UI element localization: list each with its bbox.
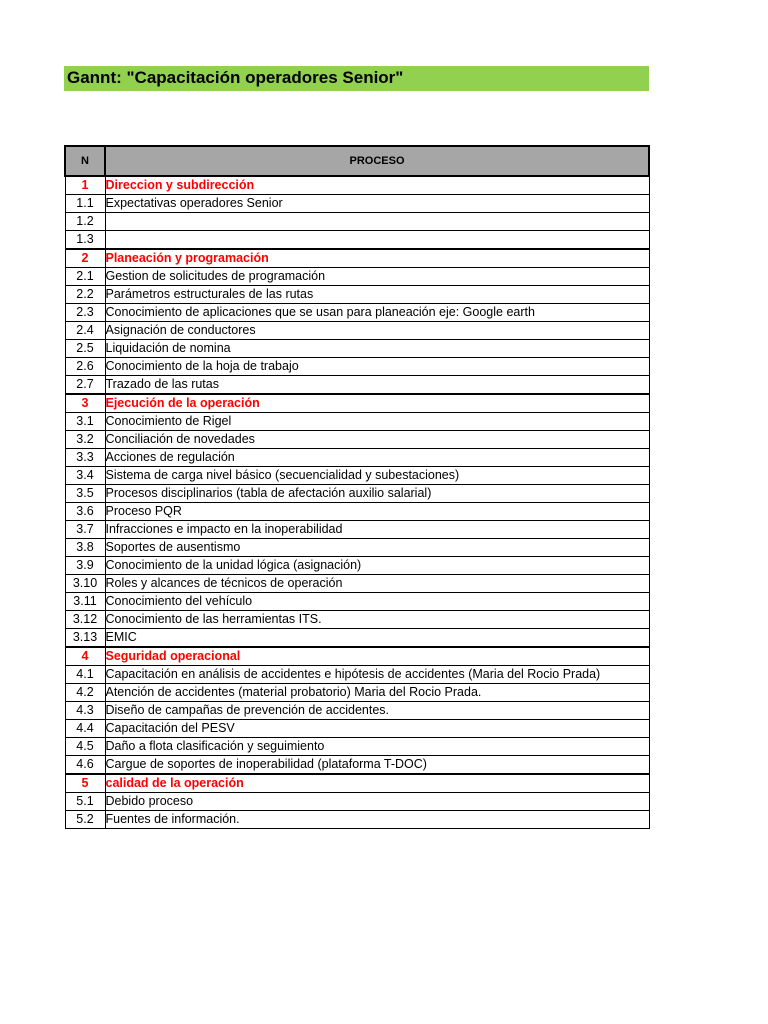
table-row [65, 575, 649, 593]
table-row [65, 593, 649, 611]
table-row [65, 376, 649, 395]
process-name: Roles y alcances de técnicos de operación [105, 575, 649, 593]
process-name: Cargue de soportes de inoperabilidad (plataforma T-DOC) [105, 756, 649, 775]
process-name: Parámetros estructurales de las rutas [105, 286, 649, 304]
row-number: 4 [65, 647, 105, 666]
process-name: Diseño de campañas de prevención de accidentes. [105, 702, 649, 720]
table-row [65, 611, 649, 629]
section-title: calidad de la operación [105, 774, 649, 793]
process-name: Sistema de carga nivel básico (secuencialidad y subestaciones) [105, 467, 649, 485]
row-number: 3.11 [65, 593, 105, 611]
row-number: 2 [65, 249, 105, 268]
section-row [65, 394, 649, 413]
row-number: 4.3 [65, 702, 105, 720]
process-name [105, 213, 649, 231]
table-row [65, 195, 649, 213]
row-number: 2.7 [65, 376, 105, 395]
table-row [65, 503, 649, 521]
table-row [65, 793, 649, 811]
process-name: Conocimiento de aplicaciones que se usan para planeación eje: Google earth [105, 304, 649, 322]
process-name: Soportes de ausentismo [105, 539, 649, 557]
row-number: 3.1 [65, 413, 105, 431]
section-title: Seguridad operacional [105, 647, 649, 666]
title-bar [64, 66, 649, 91]
table-row [65, 539, 649, 557]
process-name: Expectativas operadores Senior [105, 195, 649, 213]
header-n: N [65, 146, 105, 176]
table-row [65, 666, 649, 684]
row-number: 1.2 [65, 213, 105, 231]
row-number: 4.6 [65, 756, 105, 775]
process-name: Conocimiento de la unidad lógica (asignación) [105, 557, 649, 575]
row-number: 2.2 [65, 286, 105, 304]
process-name: Debido proceso [105, 793, 649, 811]
table-row [65, 702, 649, 720]
row-number: 3.5 [65, 485, 105, 503]
row-number: 2.3 [65, 304, 105, 322]
table-row [65, 340, 649, 358]
process-name: Capacitación en análisis de accidentes e hipótesis de accidentes (Maria del Rocio Prada) [105, 666, 649, 684]
process-name: Acciones de regulación [105, 449, 649, 467]
row-number: 3.9 [65, 557, 105, 575]
table-row [65, 738, 649, 756]
section-title: Ejecución de la operación [105, 394, 649, 413]
row-number: 4.4 [65, 720, 105, 738]
row-number: 3.2 [65, 431, 105, 449]
row-number: 3 [65, 394, 105, 413]
row-number: 2.4 [65, 322, 105, 340]
table-row [65, 811, 649, 829]
header-proceso: PROCESO [105, 146, 649, 176]
table-body [65, 176, 649, 829]
process-name: Conocimiento de las herramientas ITS. [105, 611, 649, 629]
process-name: Conocimiento de Rigel [105, 413, 649, 431]
table-row [65, 557, 649, 575]
process-table [64, 145, 650, 829]
table-row [65, 467, 649, 485]
row-number: 5 [65, 774, 105, 793]
table-row [65, 322, 649, 340]
section-row [65, 176, 649, 195]
process-name: Trazado de las rutas [105, 376, 649, 395]
section-row [65, 647, 649, 666]
table-row [65, 286, 649, 304]
process-name: Conocimiento del vehículo [105, 593, 649, 611]
process-name: Fuentes de información. [105, 811, 649, 829]
row-number: 3.3 [65, 449, 105, 467]
table-row [65, 413, 649, 431]
process-name: Asignación de conductores [105, 322, 649, 340]
table-row [65, 521, 649, 539]
process-name: Conocimiento de la hoja de trabajo [105, 358, 649, 376]
row-number: 3.10 [65, 575, 105, 593]
table-row [65, 304, 649, 322]
process-name: Gestion de solicitudes de programación [105, 268, 649, 286]
table-row [65, 756, 649, 775]
table-row [65, 629, 649, 648]
row-number: 3.6 [65, 503, 105, 521]
table-header-row [65, 146, 649, 176]
row-number: 1 [65, 176, 105, 195]
table-row [65, 213, 649, 231]
table-row [65, 684, 649, 702]
page-title: Gannt: "Capacitación operadores Senior" [67, 68, 404, 87]
process-name: Conciliación de novedades [105, 431, 649, 449]
row-number: 5.2 [65, 811, 105, 829]
process-name [105, 231, 649, 250]
section-row [65, 249, 649, 268]
section-title: Direccion y subdirección [105, 176, 649, 195]
table-row [65, 449, 649, 467]
row-number: 3.4 [65, 467, 105, 485]
process-name: Procesos disciplinarios (tabla de afectación auxilio salarial) [105, 485, 649, 503]
row-number: 2.1 [65, 268, 105, 286]
table-row [65, 485, 649, 503]
table-row [65, 431, 649, 449]
row-number: 4.2 [65, 684, 105, 702]
table-row [65, 268, 649, 286]
process-name: Proceso PQR [105, 503, 649, 521]
row-number: 4.5 [65, 738, 105, 756]
row-number: 2.6 [65, 358, 105, 376]
process-name: Liquidación de nomina [105, 340, 649, 358]
row-number: 1.1 [65, 195, 105, 213]
row-number: 1.3 [65, 231, 105, 250]
process-name: Daño a flota clasificación y seguimiento [105, 738, 649, 756]
section-row [65, 774, 649, 793]
row-number: 2.5 [65, 340, 105, 358]
row-number: 4.1 [65, 666, 105, 684]
table-row [65, 720, 649, 738]
table-row [65, 358, 649, 376]
process-name: EMIC [105, 629, 649, 648]
process-name: Atención de accidentes (material probatorio) Maria del Rocio Prada. [105, 684, 649, 702]
row-number: 3.13 [65, 629, 105, 648]
process-name: Infracciones e impacto en la inoperabilidad [105, 521, 649, 539]
row-number: 3.8 [65, 539, 105, 557]
process-name: Capacitación del PESV [105, 720, 649, 738]
row-number: 3.7 [65, 521, 105, 539]
row-number: 3.12 [65, 611, 105, 629]
row-number: 5.1 [65, 793, 105, 811]
section-title: Planeación y programación [105, 249, 649, 268]
table-row [65, 231, 649, 250]
